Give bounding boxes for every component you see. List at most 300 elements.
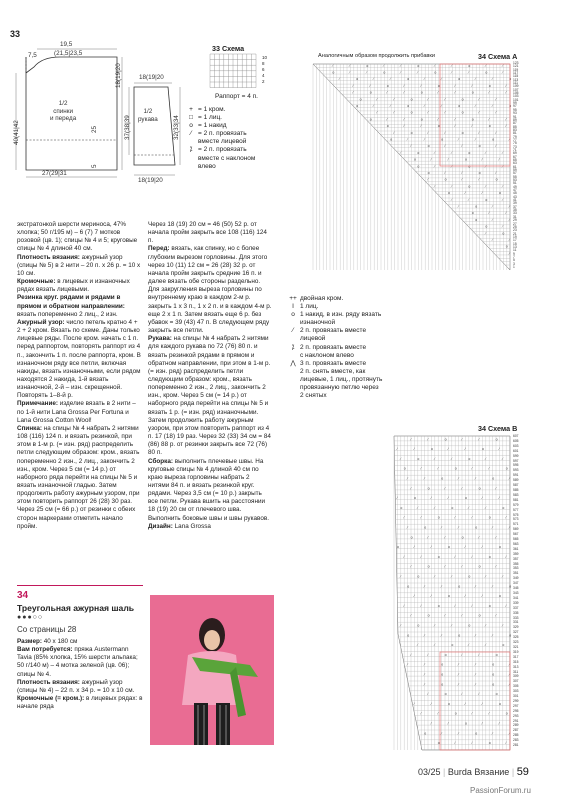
svg-text:⁄: ⁄: [465, 447, 466, 452]
row-number: 331: [513, 620, 519, 625]
paragraph-body: в лицевых рядах: в начале ряда: [17, 695, 143, 711]
svg-text:⁄: ⁄: [492, 103, 493, 108]
svg-text:o: o: [505, 711, 508, 716]
row-num: 8: [262, 61, 265, 66]
svg-text:⁄: ⁄: [434, 150, 435, 155]
svg-text:⁄: ⁄: [434, 456, 435, 461]
svg-text:o: o: [407, 633, 410, 638]
svg-text:o: o: [386, 83, 389, 88]
svg-text:o: o: [492, 476, 495, 481]
svg-text:⁄: ⁄: [424, 672, 425, 677]
svg-text:⁄: ⁄: [492, 217, 493, 222]
row-number: 321: [513, 644, 519, 649]
svg-text:o: o: [417, 456, 420, 461]
row-number: 599: [513, 453, 519, 458]
svg-text:⁄: ⁄: [349, 63, 350, 68]
paragraph-heading: Ажурный узор:: [17, 318, 65, 326]
row-number: 355: [513, 561, 519, 566]
svg-text:⁄: ⁄: [400, 574, 401, 579]
row-number: 107: [513, 87, 519, 92]
shawl-photo: [150, 595, 274, 745]
row-number: 353: [513, 566, 519, 571]
row-number: 93: [513, 111, 517, 116]
svg-text:⁄: ⁄: [495, 110, 497, 115]
legend-text: 2 п. провязать вместе с наклоном влево: [300, 343, 367, 359]
svg-text:⁄: ⁄: [420, 515, 422, 520]
svg-text:o: o: [488, 741, 491, 746]
svg-text:⁄: ⁄: [400, 623, 401, 628]
row-number: 583: [513, 492, 519, 497]
svg-text:⁄: ⁄: [502, 70, 503, 75]
svg-text:⁄: ⁄: [482, 594, 483, 599]
row-number: 117: [513, 71, 519, 76]
svg-text:o: o: [492, 662, 495, 667]
svg-text:⁄: ⁄: [403, 603, 405, 608]
svg-text:⁄: ⁄: [420, 466, 422, 471]
svg-text:⁄: ⁄: [495, 144, 497, 149]
svg-text:o: o: [417, 164, 420, 169]
paragraph: [17, 319, 141, 401]
svg-text:⁄: ⁄: [366, 70, 367, 75]
svg-text:⁄: ⁄: [454, 117, 456, 122]
svg-text:⁄: ⁄: [482, 721, 483, 726]
issue-number: 03/25: [418, 767, 441, 777]
paragraph-body: на спицы № 4 набрать 2 нитями 108 (116) 124 п. и вязать резинкой, при этом в 1-м р. (= изн. ряд) распределить петли следующим образом: кром., вязать попеременно 2 изн., 2 лиц., закончить 2 изн., кром. Через 5 см (= 14 р.) от наборного ряда перейти на спицы № 5 и вязать изнаночной гладью. Затем продолжить работу ажурным узором, при этом повторить раппорт 26 (28) 30 раз. Через 25 см (= 66 р.) от резинки с обеих сторон маркерами отметить начало пройм.: [17, 424, 140, 530]
row-number: 569: [513, 527, 519, 532]
row-number: 55: [513, 174, 517, 179]
svg-text:o: o: [414, 157, 416, 162]
svg-text:⁄: ⁄: [475, 633, 476, 638]
row-number: 95: [513, 107, 517, 112]
paragraph-heading: Спинка:: [17, 424, 42, 432]
svg-text:o: o: [509, 103, 512, 108]
svg-text:⁄: ⁄: [478, 437, 480, 442]
row-number: 59: [513, 168, 517, 172]
paragraph: [17, 294, 141, 318]
svg-text:⁄: ⁄: [427, 130, 429, 135]
svg-text:o: o: [448, 191, 450, 196]
svg-text:o: o: [403, 466, 406, 471]
row-number: 119: [513, 67, 519, 72]
svg-text:⁄: ⁄: [448, 721, 449, 726]
row-number: 91: [513, 114, 517, 119]
row-number: 111: [513, 81, 519, 86]
svg-text:⁄: ⁄: [485, 456, 486, 461]
svg-text:⁄: ⁄: [454, 603, 456, 608]
svg-text:⁄: ⁄: [352, 90, 354, 95]
row-number: 565: [513, 537, 519, 542]
svg-text:⁄: ⁄: [417, 643, 418, 648]
svg-text:o: o: [437, 603, 440, 608]
svg-text:⁄: ⁄: [441, 731, 442, 736]
svg-text:⁄: ⁄: [407, 476, 408, 481]
row-number: 109: [513, 84, 519, 89]
svg-text:o: o: [499, 191, 501, 196]
svg-text:⁄: ⁄: [461, 564, 463, 569]
svg-text:⁄: ⁄: [475, 672, 476, 677]
svg-text:o: o: [488, 515, 491, 520]
svg-text:⁄: ⁄: [495, 97, 497, 102]
svg-text:⁄: ⁄: [509, 237, 510, 242]
svg-text:o: o: [400, 505, 403, 510]
svg-text:⁄: ⁄: [444, 110, 446, 115]
svg-text:⁄: ⁄: [410, 486, 412, 491]
schema-34b-title: 34 Схема В: [478, 424, 518, 433]
svg-text:⁄: ⁄: [420, 124, 422, 129]
svg-text:o: o: [410, 97, 413, 102]
paragraph-body: в лицевых и изнаночных рядах вязать лицевыми.: [17, 278, 130, 294]
svg-text:⁄: ⁄: [482, 157, 483, 162]
paragraph: [17, 254, 141, 278]
svg-text:o: o: [454, 466, 457, 471]
paragraph-heading: Перед:: [148, 245, 170, 253]
schema-33-row-numbers: [262, 55, 267, 85]
svg-text:⁄: ⁄: [373, 77, 374, 82]
svg-text:o: o: [451, 505, 454, 510]
svg-text:⁄: ⁄: [451, 63, 452, 68]
svg-text:o: o: [492, 137, 495, 142]
svg-text:⁄: ⁄: [485, 63, 486, 68]
row-number: 305: [513, 684, 519, 689]
svg-text:⁄: ⁄: [403, 83, 405, 88]
row-number: 563: [513, 541, 519, 546]
svg-text:o: o: [485, 197, 488, 202]
svg-text:o: o: [478, 564, 481, 569]
svg-text:⁄: ⁄: [505, 211, 507, 216]
svg-text:⁄: ⁄: [349, 70, 350, 75]
dim-top-width: 19,5: [60, 41, 73, 48]
svg-text:⁄: ⁄: [461, 177, 463, 182]
legend-row: [286, 344, 382, 360]
svg-text:⁄: ⁄: [488, 466, 490, 471]
row-number: 597: [513, 458, 519, 463]
row-number: 587: [513, 483, 519, 488]
svg-text:⁄: ⁄: [454, 124, 456, 129]
paragraph-body: выполнить плечевые швы. На круговые спицы № 4 длиной 40 см по краю выреза горловины набрать 2 нитями 84 п. и вязать резинкой круг. рядами. Через 3,5 см (= 10 р.) закрыть все петли. Рукава вшить на расстоянии 18 (19) 20 см от плечевого шва. Выполнить боковые швы и швы рукавов.: [148, 457, 269, 522]
svg-text:o: o: [458, 103, 461, 108]
svg-text:⁄: ⁄: [482, 545, 483, 550]
svg-text:o: o: [434, 70, 437, 75]
svg-text:⁄: ⁄: [441, 633, 442, 638]
double-edge-icon: ++: [289, 295, 297, 302]
svg-text:o: o: [509, 77, 512, 82]
svg-text:⁄: ⁄: [444, 97, 446, 102]
row-number: 573: [513, 517, 519, 522]
svg-text:⁄: ⁄: [454, 83, 456, 88]
svg-text:o: o: [468, 574, 471, 579]
svg-text:o: o: [478, 613, 481, 618]
svg-text:⁄: ⁄: [403, 515, 405, 520]
svg-text:⁄: ⁄: [478, 97, 480, 102]
svg-text:⁄: ⁄: [410, 613, 412, 618]
row-num: 2: [262, 79, 265, 84]
svg-text:⁄: ⁄: [505, 90, 507, 95]
svg-text:⁄: ⁄: [414, 545, 415, 550]
svg-text:⁄: ⁄: [495, 613, 497, 618]
svg-text:⁄: ⁄: [461, 144, 463, 149]
legend-text: 3 п. провязать вместе 2 п. снять вместе, как лицевые, 1 лиц., протянуть провязанную петлю через 2 снятых: [300, 359, 383, 400]
ssk-icon: ⁒: [291, 343, 295, 351]
paragraph-body: 40 х 180 см: [41, 638, 78, 645]
row-number: 25: [513, 224, 517, 229]
svg-text:o: o: [437, 83, 440, 88]
svg-text:⁄: ⁄: [373, 103, 374, 108]
row-number: 605: [513, 438, 519, 443]
svg-text:⁄: ⁄: [386, 90, 388, 95]
svg-text:o: o: [386, 124, 389, 129]
svg-text:⁄: ⁄: [468, 197, 469, 202]
row-num: 10: [262, 55, 268, 60]
paragraph: [17, 278, 141, 294]
row-number: 299: [513, 698, 519, 703]
row-number: 51: [513, 181, 517, 186]
legend-row: [184, 146, 255, 170]
svg-text:⁄: ⁄: [403, 124, 405, 129]
svg-text:o: o: [461, 110, 464, 115]
svg-text:o: o: [444, 692, 447, 697]
k2tog-icon: ⁄: [292, 327, 294, 335]
k2tog-icon: ⁄: [190, 130, 192, 138]
row-number: 347: [513, 581, 519, 586]
svg-text:⁄: ⁄: [461, 692, 463, 697]
svg-text:o: o: [475, 217, 478, 222]
svg-text:⁄: ⁄: [376, 110, 378, 115]
paragraph: [148, 221, 272, 245]
svg-text:⁄: ⁄: [417, 70, 418, 75]
legend-text: 1 лиц.: [300, 303, 319, 311]
svg-text:o: o: [485, 70, 488, 75]
svg-text:⁄: ⁄: [437, 90, 439, 95]
svg-text:⁄: ⁄: [458, 476, 459, 481]
svg-text:⁄: ⁄: [383, 63, 384, 68]
svg-text:⁄: ⁄: [441, 77, 442, 82]
svg-text:⁄: ⁄: [437, 117, 439, 122]
row-num: 6: [262, 67, 265, 72]
legend-row: [286, 303, 382, 311]
svg-text:⁄: ⁄: [485, 505, 486, 510]
svg-text:⁄: ⁄: [434, 63, 435, 68]
svg-text:o: o: [495, 692, 498, 697]
svg-text:⁄: ⁄: [461, 652, 463, 657]
paragraph: [17, 425, 141, 531]
row-number: 7: [513, 254, 515, 259]
row-number: 577: [513, 507, 519, 512]
svg-text:⁄: ⁄: [441, 103, 442, 108]
svg-text:o: o: [417, 574, 420, 579]
svg-text:o: o: [407, 77, 410, 82]
svg-text:⁄: ⁄: [448, 496, 449, 501]
schema-33-rapport: Раппорт = 4 п.: [215, 93, 258, 100]
paragraph-heading: Рукава:: [148, 335, 172, 343]
svg-text:⁄: ⁄: [410, 437, 412, 442]
svg-text:⁄: ⁄: [505, 554, 507, 559]
svg-text:⁄: ⁄: [393, 130, 395, 135]
svg-text:o: o: [356, 103, 359, 108]
row-number: 343: [513, 591, 519, 595]
svg-text:⁄: ⁄: [499, 496, 500, 501]
row-number: 65: [513, 157, 517, 162]
svg-text:⁄: ⁄: [427, 177, 429, 182]
row-number: 15: [513, 241, 517, 246]
svg-text:⁄: ⁄: [332, 63, 333, 68]
paragraph-heading: Вам потребуется:: [17, 646, 73, 654]
row-number: 591: [513, 473, 519, 478]
svg-text:o: o: [478, 170, 481, 175]
row-number: 301: [513, 694, 519, 699]
row-number: 311: [513, 669, 519, 674]
watermark-site: PassionForum.ru: [470, 786, 531, 795]
dim-armhole: 18(19|20: [115, 63, 122, 88]
svg-text:⁄: ⁄: [471, 741, 473, 746]
legend-text: 1 накид, в изн. ряду вязать изнаночной: [300, 311, 382, 327]
svg-text:o: o: [417, 623, 420, 628]
row-number: 297: [513, 703, 519, 708]
svg-text:⁄: ⁄: [424, 77, 425, 82]
row-number: 339: [513, 600, 519, 605]
page-number: 59: [516, 766, 529, 778]
svg-text:o: o: [458, 633, 461, 638]
row-number: 105: [513, 91, 519, 96]
svg-text:o: o: [448, 594, 450, 599]
svg-text:⁄: ⁄: [471, 711, 473, 716]
svg-text:o: o: [417, 63, 420, 68]
row-number: 103: [513, 94, 519, 99]
svg-text:⁄: ⁄: [478, 130, 480, 135]
svg-text:⁄: ⁄: [403, 90, 405, 95]
svg-text:⁄: ⁄: [475, 682, 476, 687]
legend-row: [286, 327, 382, 343]
svg-text:⁄: ⁄: [431, 721, 432, 726]
svg-text:o: o: [492, 672, 495, 677]
svg-text:⁄: ⁄: [454, 90, 456, 95]
svg-text:⁄: ⁄: [458, 682, 459, 687]
row-number: 607: [513, 434, 519, 438]
svg-text:⁄: ⁄: [420, 711, 422, 716]
row-number: 121: [513, 64, 519, 69]
svg-text:o: o: [458, 584, 461, 589]
row-number: 29: [513, 218, 517, 223]
svg-text:⁄: ⁄: [403, 554, 405, 559]
svg-text:o: o: [369, 90, 372, 95]
paragraph: [148, 458, 272, 523]
paragraph: [148, 523, 272, 531]
row-number: 27: [513, 221, 517, 226]
svg-text:⁄: ⁄: [397, 447, 398, 452]
dim-sleeve-top: 18(19|20: [139, 74, 164, 81]
svg-text:⁄: ⁄: [492, 77, 493, 82]
svg-text:o: o: [478, 144, 481, 149]
svg-text:⁄: ⁄: [509, 476, 510, 481]
svg-text:o: o: [488, 603, 491, 608]
dim-left-height: 40(41|42: [13, 120, 20, 145]
svg-text:⁄: ⁄: [492, 237, 493, 242]
dim-height-5: 5: [91, 164, 98, 168]
svg-text:o: o: [475, 525, 478, 530]
row-number: 307: [513, 679, 519, 684]
svg-text:o: o: [468, 623, 471, 628]
svg-text:o: o: [471, 211, 474, 216]
svg-text:⁄: ⁄: [420, 603, 422, 608]
svg-text:o: o: [488, 83, 491, 88]
svg-text:⁄: ⁄: [509, 251, 510, 256]
paragraph-body: вязать, как спинку, но с более глубоким вырезом горловины. Для этого через 10 (11) 12 см = 26 (28) 32 р. от начала пройм закрыть средние 16 п. и далее вязать обе стороны раздельно. Для закругления выреза горловины по внутреннему краю в каждом 2-м р. закрыть 1 х 3 п., 1 х 2 п. и в каждом 4-м р. еще 2 х 1 п. Затем вязать еще 6 р. без убавок = 39 (43) 47 п. В следующем ряду закрыть все петли.: [148, 245, 272, 335]
svg-text:⁄: ⁄: [458, 137, 459, 142]
svg-text:⁄: ⁄: [485, 184, 486, 189]
row-number: 97: [513, 104, 517, 109]
knit-stitch-icon: □: [189, 114, 193, 122]
svg-text:⁄: ⁄: [509, 137, 510, 142]
svg-text:o: o: [454, 711, 457, 716]
svg-text:o: o: [407, 103, 410, 108]
row-number: 357: [513, 556, 519, 561]
dim-sleeve-right: 32(33|34: [173, 115, 180, 140]
svg-text:⁄: ⁄: [461, 613, 463, 618]
dim-sleeve-height: 37(38|39: [124, 115, 131, 140]
svg-text:⁄: ⁄: [454, 741, 456, 746]
row-number: 73: [513, 144, 517, 149]
svg-text:o: o: [448, 545, 450, 550]
row-number: 43: [513, 194, 517, 199]
row-number: 99: [513, 101, 517, 106]
svg-text:o: o: [444, 437, 447, 442]
item-34-from-page: Со страницы 28: [17, 625, 77, 634]
svg-text:⁄: ⁄: [420, 554, 422, 559]
legend-row: [184, 114, 255, 122]
svg-text:⁄: ⁄: [471, 83, 473, 88]
svg-text:⁄: ⁄: [505, 124, 507, 129]
item-34-divider: [17, 585, 143, 586]
svg-text:⁄: ⁄: [475, 103, 476, 108]
svg-text:⁄: ⁄: [431, 594, 432, 599]
legend-text: = 2 п. провязать вместе с наклоном влево: [198, 146, 256, 170]
paragraph-body: экстратонкой шерсти мериноса, 47% хлопка; 50 г/195 м) – 6 (7) 7 мотков розовой (цв. 1); спицы № 4 и 5; круговые спицы № 4 длиной 40 см.: [17, 221, 138, 253]
row-number: 41: [513, 198, 517, 203]
svg-text:⁄: ⁄: [478, 110, 480, 115]
svg-text:o: o: [417, 150, 420, 155]
dim-height-25: 25: [91, 125, 98, 133]
panel-label-back-front: 1/2 спинки и переда: [50, 100, 77, 122]
row-number: 589: [513, 478, 519, 483]
svg-text:⁄: ⁄: [461, 170, 463, 175]
svg-text:⁄: ⁄: [495, 535, 497, 540]
row-number: 115: [513, 74, 519, 79]
svg-text:o: o: [475, 204, 478, 209]
svg-text:⁄: ⁄: [451, 574, 452, 579]
paragraph: [17, 221, 141, 254]
row-number: 601: [513, 448, 519, 453]
svg-text:⁄: ⁄: [485, 164, 486, 169]
item-34-text: [17, 638, 143, 711]
paragraph: [148, 245, 272, 335]
svg-text:⁄: ⁄: [431, 496, 432, 501]
svg-text:⁄: ⁄: [495, 170, 497, 175]
svg-text:⁄: ⁄: [505, 603, 507, 608]
svg-text:⁄: ⁄: [488, 90, 490, 95]
svg-text:o: o: [482, 447, 484, 452]
svg-text:o: o: [407, 584, 410, 589]
row-number: 309: [513, 674, 519, 679]
svg-text:⁄: ⁄: [468, 505, 469, 510]
row-number: 61: [513, 164, 517, 169]
svg-text:⁄: ⁄: [478, 177, 480, 182]
svg-text:⁄: ⁄: [393, 110, 395, 115]
row-number: 1: [513, 264, 515, 269]
legend-text: = 1 накид: [198, 122, 227, 130]
svg-text:⁄: ⁄: [417, 505, 418, 510]
svg-text:o: o: [488, 554, 491, 559]
svg-text:⁄: ⁄: [454, 515, 456, 520]
svg-text:⁄: ⁄: [434, 505, 435, 510]
